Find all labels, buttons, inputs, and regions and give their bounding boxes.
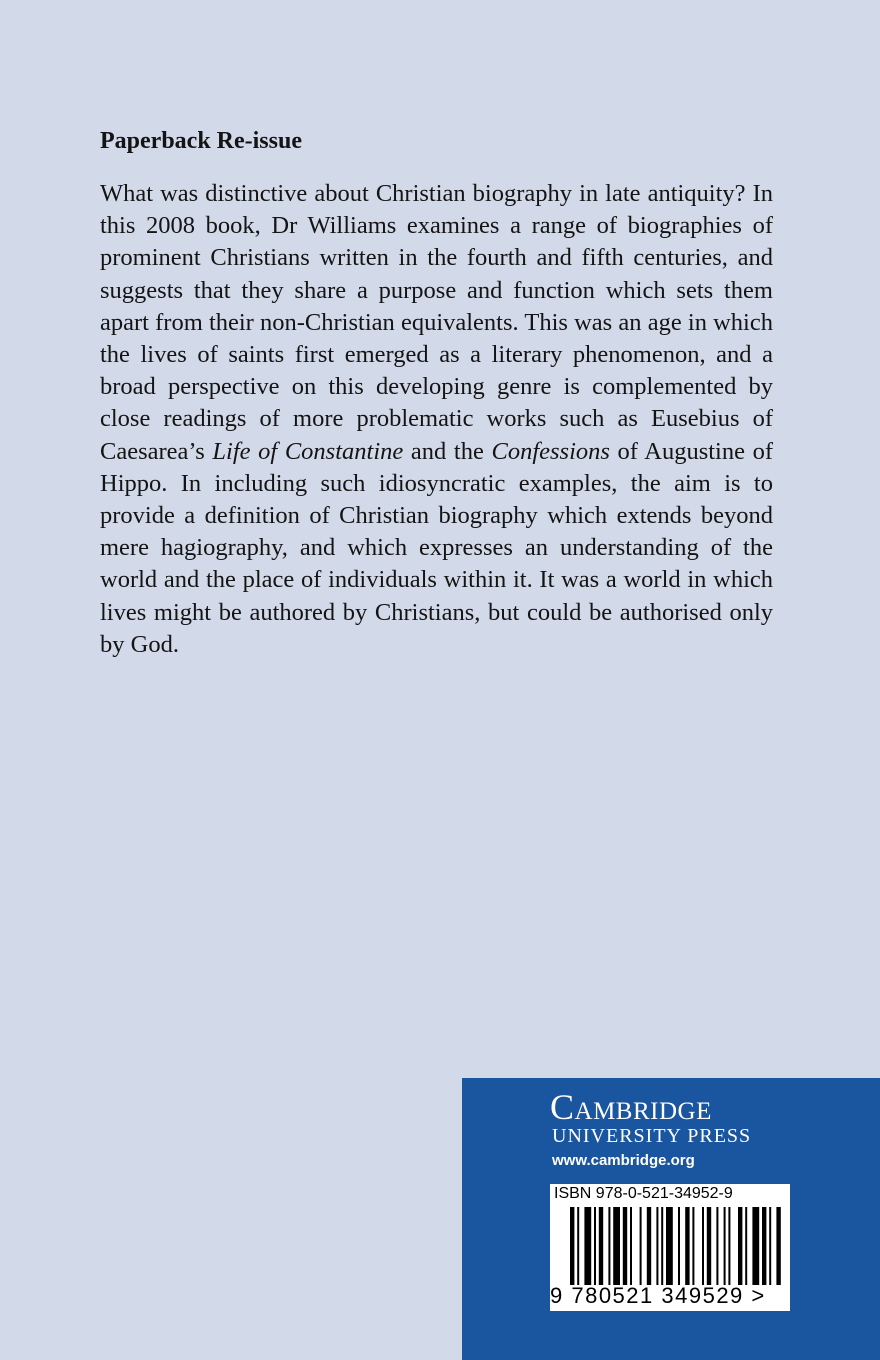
barcode-icon bbox=[570, 1207, 782, 1285]
title-life-of-constantine: Life of Constantine bbox=[212, 437, 404, 465]
isbn-number: ISBN 978-0-521-34952-9 bbox=[554, 1185, 733, 1202]
publisher-website: www.cambridge.org bbox=[552, 1152, 695, 1169]
description-text-3: of Augustine of Hippo. In including such idiosyncratic examples, the aim is to provide a definition of Christian biography which extends beyond mere hagiography, and which expresses an understanding of the world and the place of individuals within it. It was a world in which lives might be authored by Christians, but could be authorised only by God. bbox=[100, 437, 774, 658]
description-text-1: What was distinctive about Christian biography in late antiquity? In this 2008 book, Dr Williams examines a range of biographies of prominent Christians written in the fourth and fifth centuries, and suggests that they share a purpose and function which sets them apart from their non-Christian equivalents. This was an age in which the lives of saints first emerged as a literary phenomenon, and a broad perspective on this developing genre is complemented by close readings of more problematic works such as Eusebius of Caesarea’s bbox=[100, 180, 773, 465]
barcode-digits: 9 780521 349529 > bbox=[550, 1283, 766, 1308]
book-description bbox=[100, 178, 773, 661]
publisher-logo-name: Cambridge bbox=[550, 1087, 712, 1127]
publisher-logo-subtitle: UNIVERSITY PRESS bbox=[552, 1125, 752, 1147]
title-confessions: Confessions bbox=[491, 437, 610, 465]
back-cover-heading: Paperback Re-issue bbox=[100, 128, 302, 154]
description-text-2: and the bbox=[403, 437, 492, 465]
